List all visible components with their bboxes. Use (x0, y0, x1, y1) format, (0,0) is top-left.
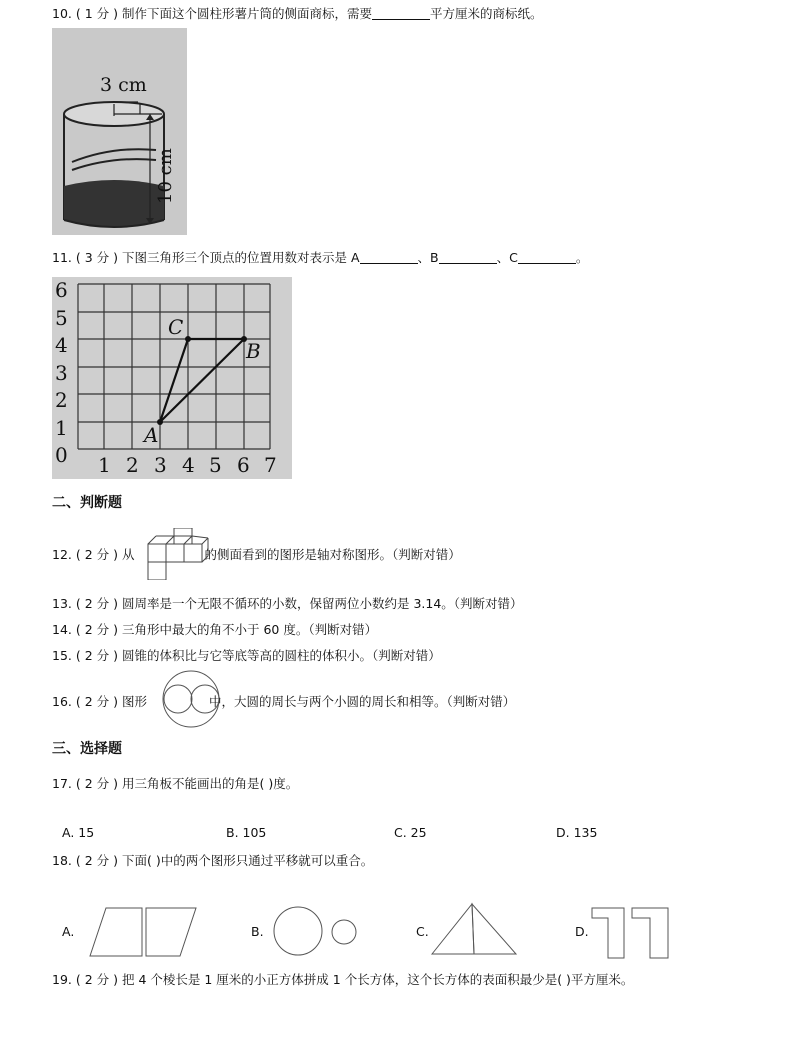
cylinder-figure (52, 28, 187, 235)
vertex-c-label: C (168, 315, 184, 339)
question-12 (52, 545, 461, 563)
question-number: 15. (52, 648, 72, 663)
option-b[interactable]: B. 105 (226, 825, 267, 840)
question-11 (52, 248, 588, 266)
grid-drawing (52, 277, 292, 479)
section-heading-judgement: 二、判断题 (52, 495, 122, 511)
question-10 (52, 4, 543, 22)
question-text: 平方厘米的商标纸。 (430, 6, 543, 21)
question-number: 17. (52, 776, 72, 791)
question-text: 从 (122, 547, 135, 562)
option-d[interactable]: D. 135 (556, 825, 598, 840)
question-text: 用三角板不能画出的角是( )度。 (122, 776, 299, 791)
y-tick-label: 3 (55, 360, 68, 385)
question-number: 11. (52, 250, 72, 265)
vertex-a-label: A (144, 423, 159, 447)
answer-blank[interactable] (372, 7, 430, 20)
x-tick-label: 7 (264, 453, 277, 477)
option-a[interactable]: A. 15 (62, 825, 95, 840)
question-text: 下面( )中的两个图形只通过平移就可以重合。 (122, 853, 374, 868)
question-text: 把 4 个棱长是 1 厘米的小正方体拼成 1 个长方体，这个长方体的表面积最少是( )平方厘米。 (122, 972, 634, 987)
question-score: ( 2 分 ) (75, 622, 119, 637)
x-tick-label: 1 (98, 453, 111, 477)
section-heading-choice: 三、选择题 (52, 741, 122, 757)
question-score: ( 2 分 ) (75, 694, 119, 709)
question-18 (52, 851, 373, 869)
option-c[interactable]: C. 25 (394, 825, 427, 840)
question-score: ( 3 分 ) (75, 250, 119, 265)
triangles-figure (430, 900, 520, 956)
y-tick-label: 4 (55, 333, 68, 357)
question-text: 、B (417, 250, 439, 265)
option-b[interactable]: B. (251, 924, 264, 939)
question-number: 10. (52, 6, 72, 21)
two-circles-figure (272, 904, 362, 958)
parallelogram-trapezoid-figure (88, 904, 200, 958)
circles-figure (160, 670, 222, 728)
question-score: ( 2 分 ) (75, 596, 119, 611)
y-axis-labels (55, 277, 68, 470)
grid-figure (52, 277, 292, 479)
question-19 (52, 970, 633, 988)
y-tick-label: 2 (55, 388, 68, 412)
answer-blank-c[interactable] (518, 251, 576, 264)
question-text: 的侧面看到的图形是轴对称图形。（判断对错） (204, 547, 461, 562)
question-number: 16. (52, 694, 72, 709)
option-a[interactable]: A. (62, 924, 75, 939)
question-14 (52, 620, 377, 638)
height-label: 10 cm (155, 148, 176, 204)
question-score: ( 2 分 ) (75, 853, 119, 868)
x-tick-label: 3 (154, 453, 167, 477)
question-number: 13. (52, 596, 72, 611)
question-text: 圆周率是一个无限不循环的小数，保留两位小数约是 3.14。（判断对错） (122, 596, 523, 611)
y-tick-label: 0 (55, 443, 68, 467)
question-text: 三角形中最大的角不小于 60 度。（判断对错） (122, 622, 378, 637)
question-score: ( 2 分 ) (75, 547, 119, 562)
y-tick-label: 1 (55, 415, 68, 440)
option-d[interactable]: D. (575, 924, 589, 939)
question-text: 、C (496, 250, 518, 265)
x-tick-label: 6 (237, 453, 250, 477)
question-text: 图形 (122, 694, 148, 709)
cube-stack-figure (146, 528, 210, 580)
radius-label: 3 cm (100, 74, 147, 96)
question-text: 圆锥的体积比与它等底等高的圆柱的体积小。（判断对错） (122, 648, 441, 663)
question-13 (52, 594, 523, 612)
question-number: 19. (52, 972, 72, 987)
vertex-b-label: B (246, 339, 261, 363)
question-text: 。 (575, 250, 589, 265)
question-number: 12. (52, 547, 72, 562)
question-text: 制作下面这个圆柱形薯片筒的侧面商标，需要 (122, 6, 373, 21)
flag-shapes-figure (590, 904, 676, 960)
question-score: ( 2 分 ) (75, 972, 119, 987)
x-tick-label: 4 (182, 453, 195, 477)
question-text: 下图三角形三个顶点的位置用数对表示是 A (122, 250, 360, 265)
option-c[interactable]: C. (416, 924, 429, 939)
y-tick-label: 5 (55, 305, 68, 330)
x-axis-labels (52, 453, 292, 477)
question-15 (52, 646, 441, 664)
question-text: 中，大圆的周长与两个小圆的周长和相等。（判断对错） (208, 694, 516, 709)
question-number: 14. (52, 622, 72, 637)
question-16 (52, 692, 515, 710)
answer-blank-a[interactable] (360, 251, 418, 264)
question-score: ( 2 分 ) (75, 648, 119, 663)
answer-blank-b[interactable] (439, 251, 497, 264)
y-tick-label: 6 (55, 278, 68, 302)
question-number: 18. (52, 853, 72, 868)
x-tick-label: 2 (126, 453, 139, 477)
question-17 (52, 774, 298, 792)
question-score: ( 1 分 ) (75, 6, 119, 21)
question-score: ( 2 分 ) (75, 776, 119, 791)
x-tick-label: 5 (209, 453, 222, 477)
